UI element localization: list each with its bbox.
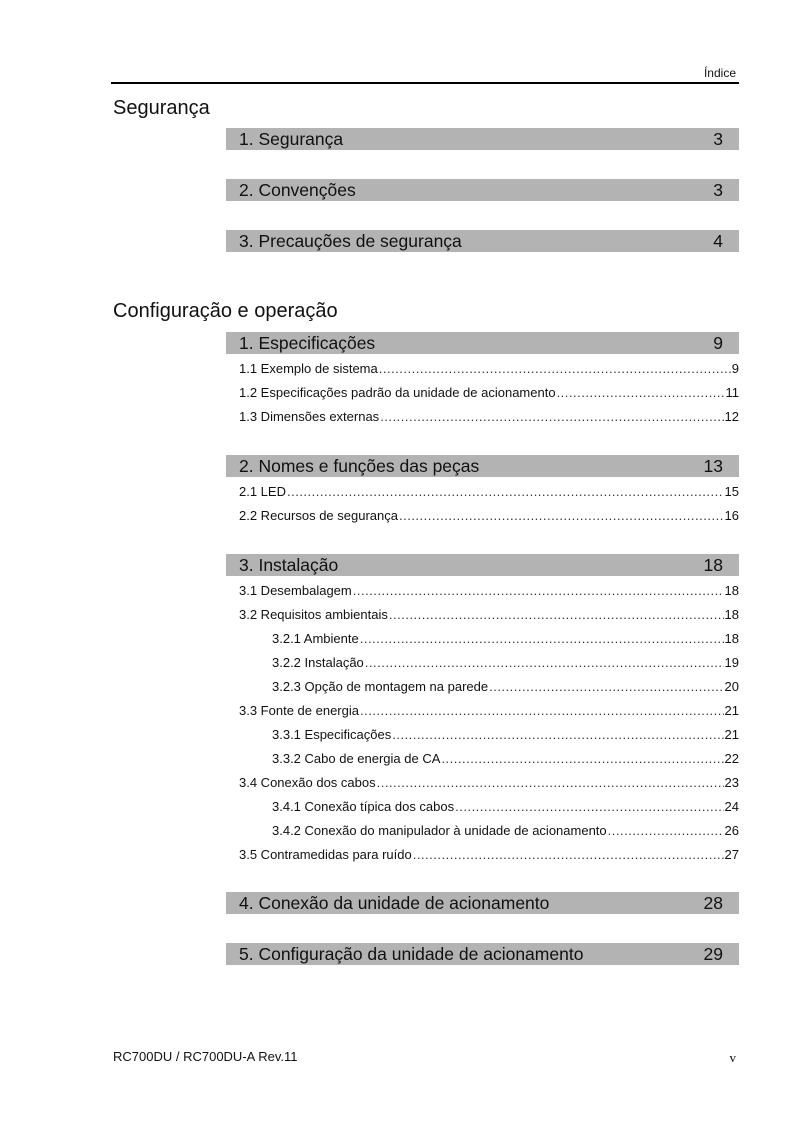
toc-entry-label: 3.2 Requisitos ambientais bbox=[239, 607, 388, 622]
toc-chapter[interactable] bbox=[226, 455, 739, 477]
toc-entry-label: 3.4.2 Conexão do manipulador à unidade de acionamento bbox=[272, 823, 607, 838]
toc-chapter[interactable] bbox=[226, 128, 739, 150]
chapter-label: 4. Conexão da unidade de acionamento bbox=[239, 892, 550, 913]
chapter-label: 1. Especificações bbox=[239, 332, 376, 353]
toc-entry-page: 19 bbox=[724, 655, 739, 670]
leader-dots bbox=[441, 750, 723, 768]
part-title-configuracao: Configuração e operação bbox=[113, 300, 338, 322]
toc-entry-label: 2.1 LED bbox=[239, 484, 286, 499]
chapter-label: 2. Nomes e funções das peças bbox=[239, 455, 480, 476]
part-title-seguranca: Segurança bbox=[113, 97, 210, 119]
toc-entry-page: 9 bbox=[731, 361, 739, 376]
toc-chapter[interactable] bbox=[226, 554, 739, 576]
toc-entry-page: 23 bbox=[724, 775, 739, 790]
toc-entry-page: 20 bbox=[724, 679, 739, 694]
toc-entry-label: 3.4.1 Conexão típica dos cabos bbox=[272, 799, 455, 814]
toc-entry[interactable] bbox=[239, 384, 739, 402]
toc-chapter[interactable] bbox=[226, 230, 739, 252]
toc-entry-page: 12 bbox=[724, 409, 739, 424]
toc-entry[interactable] bbox=[239, 774, 739, 792]
toc-chapter[interactable] bbox=[226, 179, 739, 201]
leader-dots bbox=[360, 702, 724, 720]
toc-entry[interactable] bbox=[239, 702, 739, 720]
leader-dots bbox=[365, 654, 724, 672]
toc-entry-page: 15 bbox=[724, 484, 739, 499]
leader-dots bbox=[608, 822, 724, 840]
toc-entry-page: 11 bbox=[725, 385, 739, 400]
toc-entry-label: 1.3 Dimensões externas bbox=[239, 409, 380, 424]
chapter-label: 5. Configuração da unidade de acionamento bbox=[239, 943, 584, 964]
chapter-label: 3. Instalação bbox=[239, 554, 339, 575]
toc-entry[interactable] bbox=[272, 678, 739, 696]
toc-entry[interactable] bbox=[239, 360, 739, 378]
toc-entry-label: 3.3.2 Cabo de energia de CA bbox=[272, 751, 441, 766]
header-divider bbox=[111, 82, 739, 84]
footer-page-number: v bbox=[729, 1050, 736, 1065]
toc-entry-label: 1.1 Exemplo de sistema bbox=[239, 361, 378, 376]
leader-dots bbox=[489, 678, 723, 696]
header-title: Índice bbox=[703, 66, 736, 80]
leader-dots bbox=[557, 384, 725, 402]
leader-dots bbox=[455, 798, 723, 816]
toc-entry-page: 21 bbox=[724, 727, 739, 742]
leader-dots bbox=[380, 408, 723, 426]
toc-entry[interactable] bbox=[239, 408, 739, 426]
chapter-label: 1. Segurança bbox=[239, 128, 344, 149]
toc-entry-label: 3.1 Desembalagem bbox=[239, 583, 352, 598]
toc-entry[interactable] bbox=[239, 507, 739, 525]
chapter-label: 3. Precauções de segurança bbox=[239, 230, 462, 251]
chapter-page: 4 bbox=[713, 230, 723, 251]
toc-entry[interactable] bbox=[272, 798, 739, 816]
leader-dots bbox=[353, 582, 724, 600]
toc-entry-label: 2.2 Recursos de segurança bbox=[239, 508, 398, 523]
toc-entry-page: 18 bbox=[724, 631, 739, 646]
chapter-page: 13 bbox=[703, 455, 723, 476]
toc-entry-page: 27 bbox=[724, 847, 739, 862]
toc-entry[interactable] bbox=[239, 483, 739, 501]
leader-dots bbox=[379, 360, 731, 378]
toc-chapter[interactable] bbox=[226, 892, 739, 914]
toc-entry-page: 22 bbox=[724, 751, 739, 766]
leader-dots bbox=[392, 726, 723, 744]
toc-entry-page: 16 bbox=[724, 508, 739, 523]
leader-dots bbox=[287, 483, 724, 501]
toc-entry[interactable] bbox=[272, 822, 739, 840]
toc-entry-label: 3.5 Contramedidas para ruído bbox=[239, 847, 412, 862]
leader-dots bbox=[377, 774, 724, 792]
toc-entry-label: 3.4 Conexão dos cabos bbox=[239, 775, 376, 790]
chapter-page: 28 bbox=[703, 892, 723, 913]
toc-entry[interactable] bbox=[239, 582, 739, 600]
toc-entry[interactable] bbox=[272, 750, 739, 768]
chapter-page: 3 bbox=[713, 179, 723, 200]
chapter-page: 9 bbox=[713, 332, 723, 353]
toc-entry-page: 26 bbox=[724, 823, 739, 838]
toc-entry[interactable] bbox=[239, 606, 739, 624]
toc-entry[interactable] bbox=[272, 630, 739, 648]
leader-dots bbox=[389, 606, 724, 624]
chapter-label: 2. Convenções bbox=[239, 179, 356, 200]
footer-doc-id: RC700DU / RC700DU-A Rev.11 bbox=[113, 1049, 298, 1064]
toc-entry[interactable] bbox=[272, 654, 739, 672]
toc-entry[interactable] bbox=[272, 726, 739, 744]
toc-entry-page: 24 bbox=[724, 799, 739, 814]
toc-chapter[interactable] bbox=[226, 332, 739, 354]
toc-entry-label: 3.3 Fonte de energia bbox=[239, 703, 359, 718]
toc-entry-page: 21 bbox=[724, 703, 739, 718]
toc-entry[interactable] bbox=[239, 846, 739, 864]
chapter-page: 29 bbox=[703, 943, 723, 964]
toc-entry-label: 3.2.3 Opção de montagem na parede bbox=[272, 679, 489, 694]
toc-entry-label: 1.2 Especificações padrão da unidade de acionamento bbox=[239, 385, 556, 400]
leader-dots bbox=[399, 507, 724, 525]
leader-dots bbox=[413, 846, 724, 864]
toc-entry-label: 3.3.1 Especificações bbox=[272, 727, 392, 742]
leader-dots bbox=[360, 630, 724, 648]
toc-entry-page: 18 bbox=[724, 583, 739, 598]
toc-entry-label: 3.2.1 Ambiente bbox=[272, 631, 359, 646]
toc-entry-label: 3.2.2 Instalação bbox=[272, 655, 364, 670]
chapter-page: 3 bbox=[713, 128, 723, 149]
toc-chapter[interactable] bbox=[226, 943, 739, 965]
chapter-page: 18 bbox=[703, 554, 723, 575]
toc-entry-page: 18 bbox=[724, 607, 739, 622]
